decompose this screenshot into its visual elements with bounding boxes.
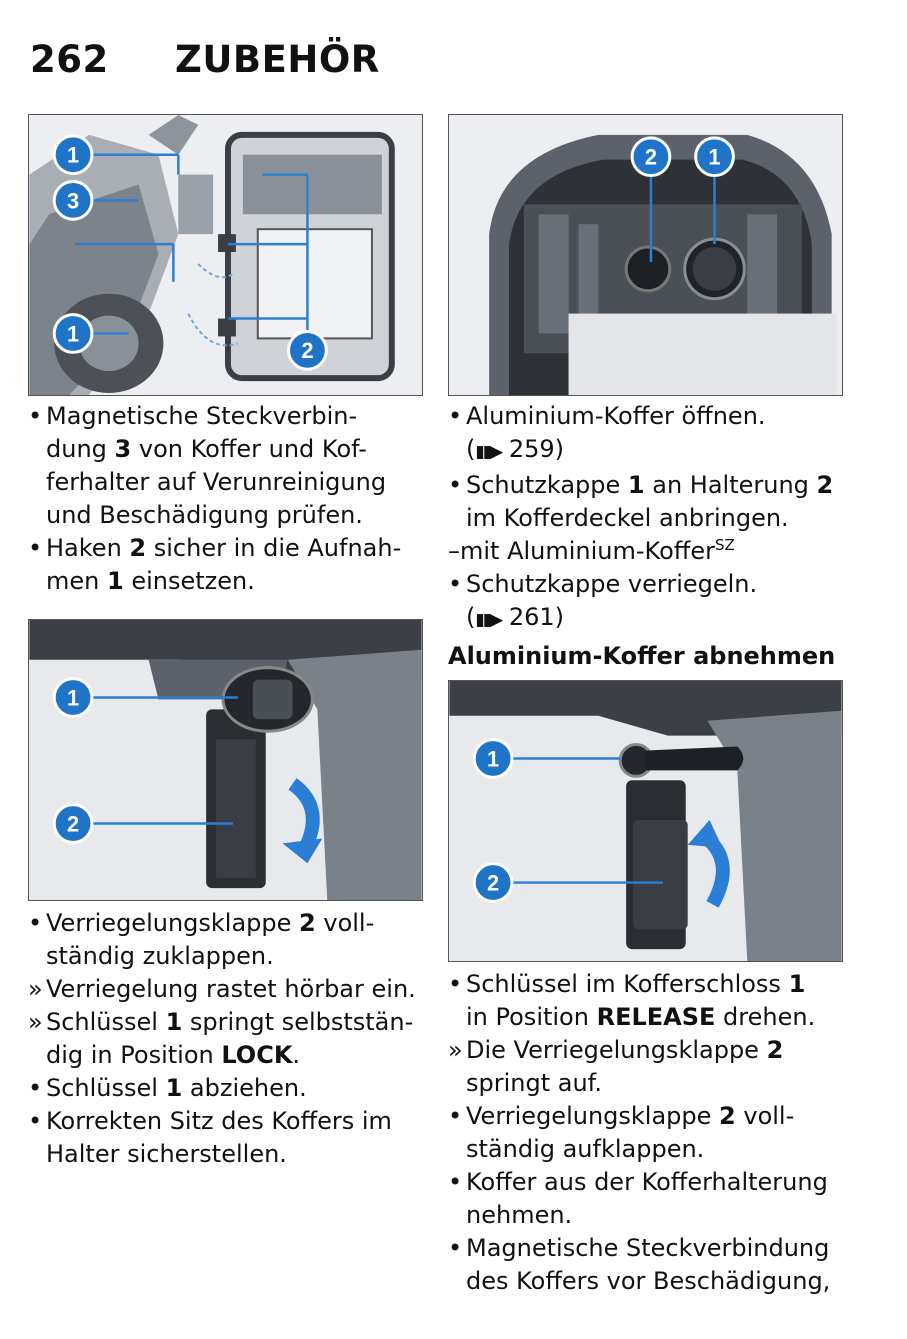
list-item: • Magnetische Steckverbindung des Koffers vor Beschädigung,	[448, 1234, 831, 1295]
figure-protective-cap	[448, 114, 843, 396]
reference-arrow-icon: ▮▮▶	[475, 610, 502, 630]
list-item: • Verriegelungsklappe 2 voll- ständig zuklappen.	[28, 909, 375, 970]
callout-2	[632, 138, 670, 176]
page-title: ZUBEHÖR	[175, 38, 380, 81]
svg-text:3: 3	[67, 188, 80, 214]
page-reference: 261	[508, 603, 555, 631]
list-item: • Schlüssel im Kofferschloss 1 in Position RELEASE drehen.	[448, 970, 816, 1031]
list-item: • Schlüssel 1 abziehen.	[28, 1074, 307, 1102]
list-item: • Korrekten Sitz des Koffers im Halter sicherstellen.	[28, 1107, 392, 1168]
svg-text:2: 2	[644, 144, 658, 170]
callout-1-bottom	[54, 315, 92, 353]
svg-text:1: 1	[67, 142, 80, 168]
callout-1	[54, 679, 92, 717]
result-item: » Die Verriegelungsklappe 2 springt auf.	[448, 1036, 784, 1097]
svg-text:1: 1	[67, 321, 80, 347]
figure-case-mounting-illustration	[29, 115, 422, 395]
result-item: » Schlüssel 1 springt selbststän- dig in Position LOCK.	[28, 1008, 414, 1069]
list-item: • Verriegelungsklappe 2 voll- ständig aufklappen.	[448, 1102, 795, 1163]
callout-2	[474, 864, 512, 902]
page-number: 262	[30, 38, 109, 81]
section-heading: Aluminium-Koffer abnehmen	[448, 642, 836, 670]
svg-text:2: 2	[67, 811, 80, 837]
figure-lock-close	[28, 619, 423, 901]
list-item: • Schutzkappe 1 an Halterung 2 im Kofferdeckel anbringen.	[448, 471, 834, 532]
svg-text:1: 1	[487, 746, 500, 772]
svg-text:2: 2	[301, 338, 314, 364]
list-item: • Koffer aus der Kofferhalterung nehmen.	[448, 1168, 828, 1229]
callout-2	[289, 331, 327, 369]
figure-case-mounting	[28, 114, 423, 396]
list-item: • Schutzkappe verriegeln. (▮▮▶ 261)	[448, 570, 758, 631]
callout-1	[474, 740, 512, 778]
page-reference: 259	[508, 435, 555, 463]
callout-2	[54, 805, 92, 843]
figure-lock-release-illustration	[449, 681, 842, 961]
text-block-right-top	[448, 400, 848, 637]
list-item: • Haken 2 sicher in die Aufnah- men 1 einsetzen.	[28, 534, 402, 595]
condition-line: –mit Aluminium-Koffer$^{SZ}$	[448, 536, 735, 565]
callout-1-top	[54, 136, 92, 174]
reference-arrow-icon: ▮▮▶	[475, 442, 502, 462]
svg-text:1: 1	[708, 144, 721, 170]
list-item: • Magnetische Steckverbin- dung 3 von Koffer und Kof- ferhalter auf Verunreinigung und Beschädigung prüfen.	[28, 402, 387, 529]
figure-lock-release	[448, 680, 843, 962]
figure-protective-cap-illustration	[449, 115, 842, 395]
text-block-right-bottom	[448, 968, 858, 1298]
text-block-left-top	[28, 400, 428, 598]
callout-3	[54, 182, 92, 220]
result-item: » Verriegelung rastet hörbar ein.	[28, 975, 416, 1003]
svg-text:1: 1	[67, 685, 80, 711]
svg-text:2: 2	[487, 870, 500, 896]
text-block-left-bottom	[28, 907, 433, 1171]
list-item: • Aluminium-Koffer öffnen. (▮▮▶ 259)	[448, 402, 766, 463]
figure-lock-close-illustration	[29, 620, 422, 900]
callout-1	[696, 138, 734, 176]
